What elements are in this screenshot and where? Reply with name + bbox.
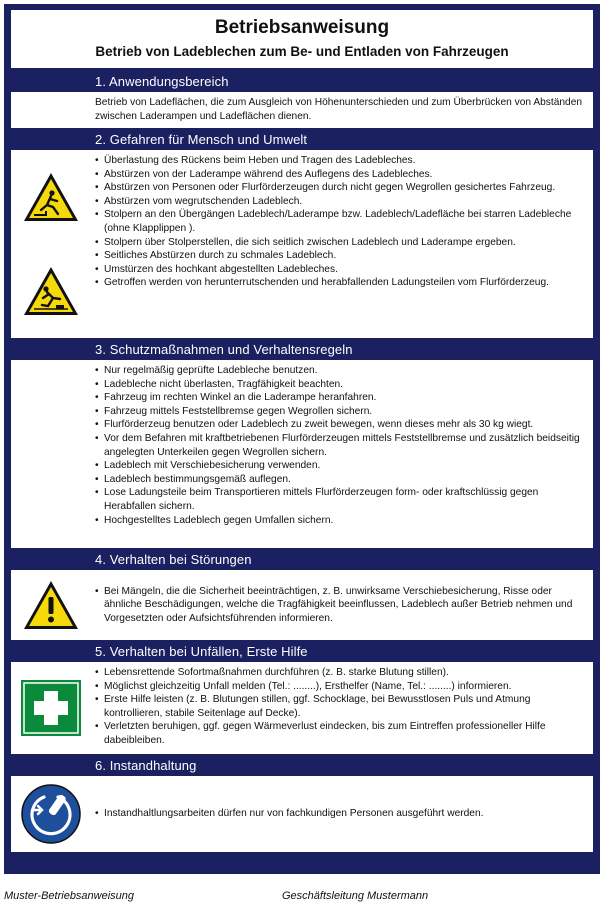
list-item: • Nur regelmäßig geprüfte Ladebleche benutzen.: [95, 364, 585, 378]
icon-column-first-aid: [11, 662, 91, 754]
section-text-4: [91, 570, 593, 640]
section-heading-3: 3. Schutzmaßnahmen und Verhaltensregeln: [95, 342, 353, 357]
list-item: • Erste Hilfe leisten (z. B. Blutungen stillen, ggf. Schocklage, bei Bewusstlosen Puls und Atmung kontrollieren, stabile Seitenlage auf Decke).: [95, 693, 585, 720]
list-item: • Bei Mängeln, die die Sicherheit beeinträchtigen, z. B. unwirksame Verschiebesicherung, Risse oder ähnliche Beschädigungen, welche die Tragfähigkeit beeinflussen, Ladeblech außer Betrieb nehmen und Vorgesetzten oder Aufsichtsführenden informieren.: [95, 585, 585, 626]
list-item: • Abstürzen von der Laderampe während des Auflegens des Ladebleches.: [95, 168, 585, 182]
maintenance-list: [95, 807, 483, 821]
title-box: [11, 10, 593, 68]
section-body-5: [11, 662, 593, 754]
section-body-4: [11, 570, 593, 640]
section-body-1: [11, 92, 593, 128]
list-item: • Lebensrettende Sofortmaßnahmen durchführen (z. B. starke Blutung stillen).: [95, 666, 585, 680]
section-text-2: [91, 150, 593, 338]
instruction-sheet: [4, 4, 600, 874]
footer-left: Muster-Betriebsanweisung: [4, 890, 135, 902]
list-item: • Instandhaltlungsarbeiten dürfen nur von fachkundigen Personen ausgeführt werden.: [95, 807, 483, 821]
page-subtitle: Betrieb von Ladeblechen zum Be- und Entladen von Fahrzeugen: [95, 44, 509, 59]
icon-column-empty: [11, 92, 91, 128]
list-item: • Stolpern über Stolperstellen, die sich seitlich zwischen Ladeblech und Laderampe ergeben.: [95, 236, 585, 250]
footer-right: Geschäftsleitung Mustermann: [282, 890, 429, 902]
malfunction-list: [95, 585, 585, 626]
icon-column-maintenance: [11, 776, 91, 852]
list-item: • Umstürzen des hochkant abgestellten Ladebleches.: [95, 263, 585, 277]
list-item: • Hochgestelltes Ladeblech gegen Umfallen sichern.: [95, 514, 585, 528]
section-heading-1: 1. Anwendungsbereich: [95, 74, 229, 89]
section-body-6: [11, 776, 593, 852]
list-item: • Abstürzen von Personen oder Flurförderzeugen durch nicht gegen Wegrollen gesichertes Fahrzeug.: [95, 181, 585, 195]
list-item: • Stolpern an den Übergängen Ladeblech/Laderampe bzw. Ladeblech/Ladefläche bei starren Ladebleche (ohne Klapplippen ).: [95, 208, 585, 235]
list-item: • Möglichst gleichzeitig Unfall melden (Tel.: ........), Ersthelfer (Name, Tel.: ........) informieren.: [95, 680, 585, 694]
section-text-5: [91, 662, 593, 754]
section-heading-6: 6. Instandhaltung: [95, 758, 197, 773]
section-body-2: [11, 150, 593, 338]
list-item: • Flurförderzeug benutzen oder Ladeblech zu zweit bewegen, wenn dieses mehr als 30 kg wiegt.: [95, 418, 585, 432]
list-item: • Seitliches Abstürzen durch zu schmales Ladeblech.: [95, 249, 585, 263]
section-heading-2: 2. Gefahren für Mensch und Umwelt: [95, 132, 308, 147]
section-text-1: Betrieb von Ladeflächen, die zum Ausgleich von Höhenunterschieden und zum Überbrücken von Abständen zwischen Laderampen und Ladeflächen dienen.: [95, 97, 583, 122]
trip-hazard-warning-icon: [22, 265, 80, 317]
icon-column-malfunction: [11, 570, 91, 640]
list-item: • Verletzten beruhigen, ggf. gegen Wärmeverlust eindecken, bis zum Eintreffen professioneller Hilfe dabeibleiben.: [95, 720, 585, 747]
list-item: • Fahrzeug im rechten Winkel an die Laderampe heranfahren.: [95, 391, 585, 405]
list-item: • Getroffen werden von herunterrutschenden und herabfallenden Ladungsteilen vom Flurförderzeug.: [95, 276, 585, 290]
list-item: • Fahrzeug mittels Feststellbremse gegen Wegrollen sichern.: [95, 405, 585, 419]
section-text-3: [91, 360, 593, 548]
icon-column-empty: [11, 360, 91, 548]
first-aid-list: [95, 666, 585, 748]
icon-column-hazards: [11, 150, 91, 338]
list-item: • Abstürzen vom wegrutschenden Ladeblech.: [95, 195, 585, 209]
list-item: • Ladeblech mit Verschiebesicherung verwenden.: [95, 459, 585, 473]
general-warning-icon: [22, 579, 80, 631]
disconnect-before-work-icon: [20, 783, 82, 845]
list-item: • Ladeblech bestimmungsgemäß auflegen.: [95, 473, 585, 487]
section-body-3: [11, 360, 593, 548]
list-item: • Lose Ladungsteile beim Transportieren mittels Flurförderzeugen form- oder kraftschlüssig gegen Herabfallen sichern.: [95, 486, 585, 513]
list-item: • Überlastung des Rückens beim Heben und Tragen des Ladebleches.: [95, 154, 585, 168]
section-text-6: [91, 776, 593, 852]
fall-hazard-warning-icon: [22, 171, 80, 223]
page-title: Betriebsanweisung: [214, 17, 390, 38]
section-heading-5: 5. Verhalten bei Unfällen, Erste Hilfe: [95, 644, 308, 659]
section-heading-4: 4. Verhalten bei Störungen: [95, 552, 252, 567]
list-item: • Ladebleche nicht überlasten, Tragfähigkeit beachten.: [95, 378, 585, 392]
list-item: • Vor dem Befahren mit kraftbetriebenen Flurförderzeugen mittels Feststellbremse und zusätzlich beidseitig angelegten Unterkeilen gegen Wegrollen sichern.: [95, 432, 585, 459]
hazard-list: [95, 154, 585, 290]
first-aid-icon: [19, 678, 83, 738]
measures-list: [95, 364, 585, 527]
